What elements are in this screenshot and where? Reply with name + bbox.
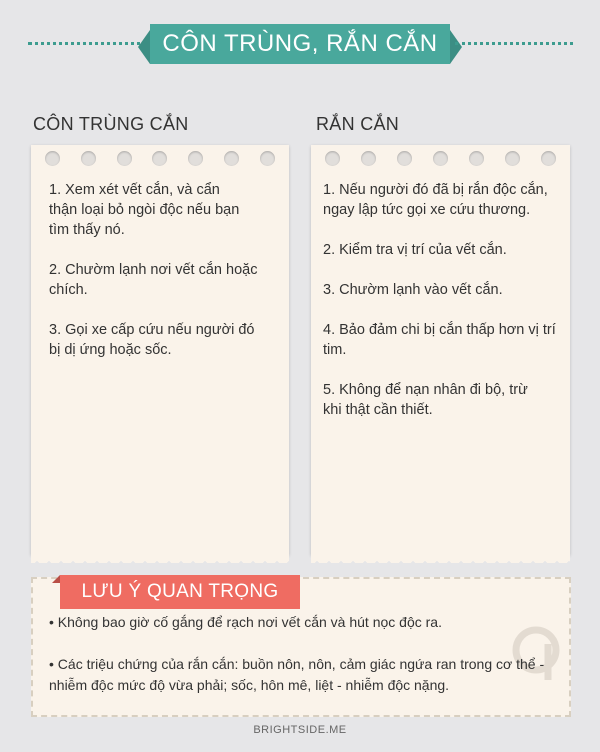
binder-hole	[433, 151, 448, 166]
page-title: CÔN TRÙNG, RẮN CẮN	[150, 24, 450, 64]
important-notice-content	[49, 612, 564, 717]
notice-line: • Không bao giờ cố gắng để rạch nơi vết cắn và hút nọc độc ra.	[49, 614, 442, 630]
list-item: 1. Xem xét vết cắn, và cẩn thận loại bỏ ngòi độc nếu bạn tìm thấy nó.	[49, 182, 240, 238]
important-notice-title: LƯU Ý QUAN TRỌNG	[60, 575, 300, 609]
source-credit: BRIGHTSIDE.ME	[253, 724, 347, 736]
binder-hole	[117, 151, 132, 166]
binder-hole	[397, 151, 412, 166]
binder-hole	[224, 151, 239, 166]
list-item: 5. Không để nạn nhân đi bộ, trừ khi thật cần thiết.	[323, 382, 528, 418]
binder-hole	[505, 151, 520, 166]
binder-hole	[152, 151, 167, 166]
binder-hole	[361, 151, 376, 166]
binder-holes	[325, 151, 556, 166]
header-dotted-line-left	[28, 42, 148, 46]
binder-hole	[469, 151, 484, 166]
list-item: 1. Nếu người đó đã bị rắn độc cắn, ngay lập tức gọi xe cứu thương.	[323, 182, 548, 218]
notice-line: • Các triệu chứng của rắn cắn: buồn nôn, nôn, cảm giác ngứa ran trong cơ thể - nhiễm độc mức độ vừa phải; sốc, hôn mê, liệt - nhiễm độc nặng.	[49, 656, 545, 693]
binder-hole	[541, 151, 556, 166]
binder-hole	[260, 151, 275, 166]
snake-bite-steps	[323, 180, 556, 440]
insect-bite-heading: CÔN TRÙNG CẮN	[33, 114, 189, 134]
list-item: 3. Gọi xe cấp cứu nếu người đó bị dị ứng hoặc sốc.	[49, 322, 255, 358]
list-item: 2. Kiểm tra vị trí của vết cắn.	[323, 242, 507, 258]
snake-bite-heading: RẮN CẮN	[316, 114, 400, 134]
insect-bite-steps	[49, 180, 275, 380]
list-item: 3. Chườm lạnh vào vết cắn.	[323, 282, 503, 298]
binder-hole	[45, 151, 60, 166]
binder-hole	[188, 151, 203, 166]
binder-hole	[81, 151, 96, 166]
header-dotted-line-right	[455, 42, 573, 46]
binder-holes	[45, 151, 275, 166]
binder-hole	[325, 151, 340, 166]
list-item: 2. Chườm lạnh nơi vết cắn hoặc chích.	[49, 262, 258, 298]
list-item: 4. Bảo đảm chi bị cắn thấp hơn vị trí tim.	[323, 322, 556, 358]
snake-bite-note-card	[311, 145, 570, 555]
insect-bite-note-card	[31, 145, 289, 555]
